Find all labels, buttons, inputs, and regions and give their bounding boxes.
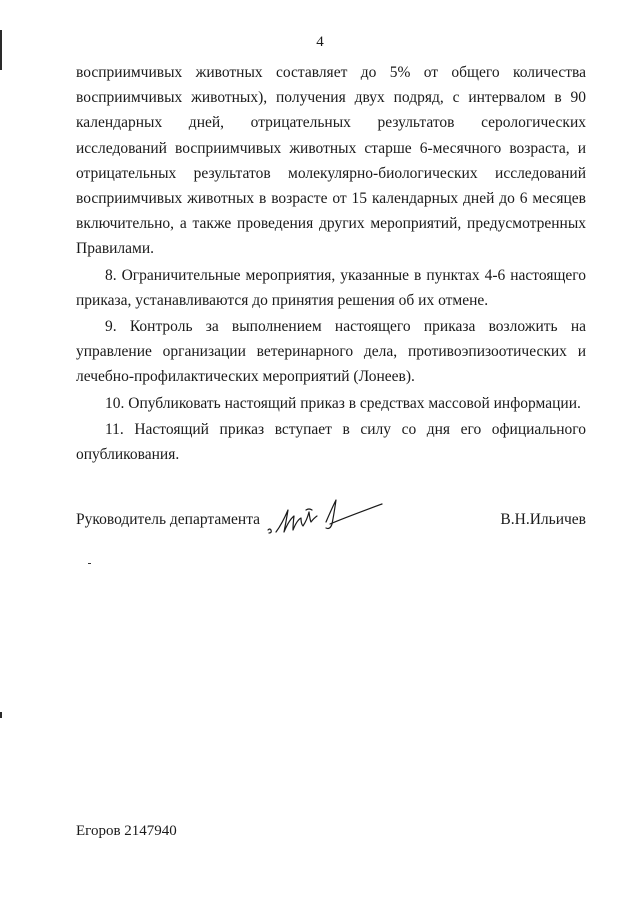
signature-block xyxy=(76,508,586,538)
paragraph-9: 9. Контроль за выполнением настоящего приказа возложить на управление организации ветеринарного дела, противоэпизоотических и лечебно-профилактических мероприятий (Лонеев). xyxy=(76,318,586,386)
scan-edge-mark-bottom xyxy=(0,712,2,718)
paragraph-continuation: восприимчивых животных составляет до 5% от общего количества восприимчивых животных), получения двух подряд, с интервалом в 90 календарных дней, отрицательных результатов серологических исследований восприимчивых животных старше 6-месячного возраста, и отрицательных результатов молекулярно-биологических исследований восприимчивых животных в возрасте от 15 календарных дней до 6 месяцев включительно, а также проведения других мероприятий, предусмотренных Правилами. xyxy=(76,64,586,258)
page-number: 4 xyxy=(316,34,324,50)
executor-info: Егоров 2147940 xyxy=(76,823,177,839)
paragraph-10: 10. Опубликовать настоящий приказ в средствах массовой информации. xyxy=(105,394,581,412)
paragraph-8: 8. Ограничительные мероприятия, указанные в пунктах 4-6 настоящего приказа, устанавливаются до принятия решения об их отмене. xyxy=(76,266,586,309)
paragraph-11: 11. Настоящий приказ вступает в силу со дня его официального опубликования. xyxy=(76,420,586,464)
stray-mark xyxy=(88,563,91,564)
handwritten-signature xyxy=(266,494,386,540)
signatory-role: Руководитель департамента xyxy=(76,511,261,528)
document-body xyxy=(76,60,586,467)
signatory-name: В.Н.Ильичев xyxy=(500,511,586,528)
